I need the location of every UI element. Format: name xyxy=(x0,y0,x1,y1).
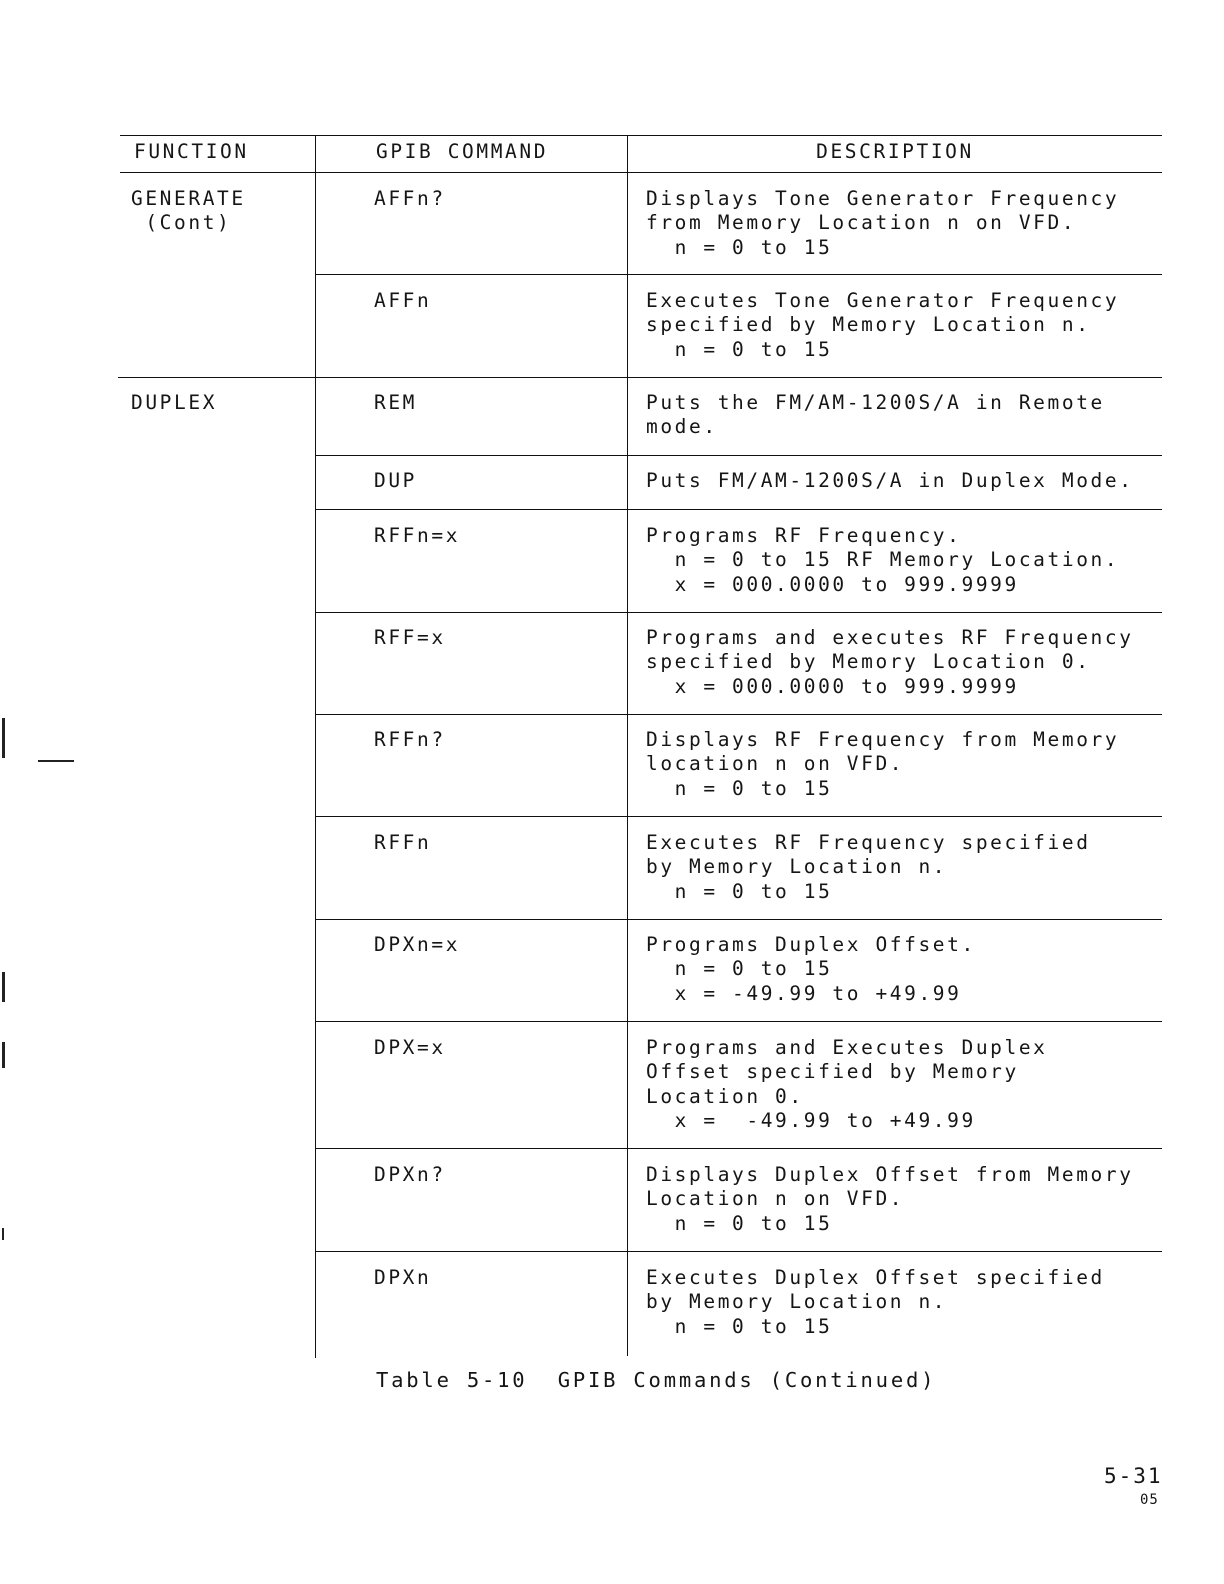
description-cell: Displays Duplex Offset from Memory Location n on VFD. n = 0 to 15 xyxy=(646,1163,1134,1235)
command-cell: DPXn xyxy=(374,1266,432,1289)
description-cell: Displays RF Frequency from Memory location n on VFD. n = 0 to 15 xyxy=(646,728,1120,800)
row-divider xyxy=(316,1251,1162,1252)
row-divider xyxy=(316,509,1162,510)
table-top-rule xyxy=(120,135,1162,136)
command-cell: AFFn xyxy=(374,289,432,312)
function-generate-cont: GENERATE (Cont) xyxy=(131,187,246,235)
description-cell: Programs and executes RF Frequency specified by Memory Location 0. x = 000.0000 to 999.9999 xyxy=(646,626,1134,698)
section-divider xyxy=(118,377,1162,378)
description-cell: Programs and Executes Duplex Offset specified by Memory Location 0. x = -49.99 to +49.99 xyxy=(646,1036,1048,1132)
description-cell: Programs RF Frequency. n = 0 to 15 RF Memory Location. x = 000.0000 to 999.9999 xyxy=(646,524,1120,596)
row-divider xyxy=(316,919,1162,920)
row-divider xyxy=(316,274,1162,275)
description-cell: Programs Duplex Offset. n = 0 to 15 x = -49.99 to +49.99 xyxy=(646,933,976,1005)
row-divider xyxy=(316,1148,1162,1149)
command-cell: DUP xyxy=(374,469,418,492)
scan-margin-marks xyxy=(0,700,90,1260)
row-divider xyxy=(316,1021,1162,1022)
command-cell: DPX=x xyxy=(374,1036,446,1059)
command-cell: AFFn? xyxy=(374,187,446,210)
command-cell: RFF=x xyxy=(374,626,446,649)
description-cell: Executes Tone Generator Frequency specified by Memory Location n. n = 0 to 15 xyxy=(646,289,1120,361)
command-cell: RFFn=x xyxy=(374,524,461,547)
row-divider xyxy=(316,816,1162,817)
description-cell: Executes RF Frequency specified by Memory Location n. n = 0 to 15 xyxy=(646,831,1091,903)
description-cell: Executes Duplex Offset specified by Memory Location n. n = 0 to 15 xyxy=(646,1266,1105,1338)
command-cell: DPXn=x xyxy=(374,933,461,956)
command-cell: RFFn? xyxy=(374,728,446,751)
description-cell: Puts FM/AM-1200S/A in Duplex Mode. xyxy=(646,469,1134,492)
command-cell: RFFn xyxy=(374,831,432,854)
row-divider xyxy=(316,612,1162,613)
header-function: FUNCTION xyxy=(134,140,249,163)
function-duplex: DUPLEX xyxy=(131,391,218,414)
row-divider xyxy=(316,455,1162,456)
table-caption: Table 5-10 GPIB Commands (Continued) xyxy=(376,1368,937,1392)
revision-code: 05 xyxy=(1140,1492,1159,1508)
page-number: 5-31 xyxy=(1104,1464,1163,1488)
row-divider xyxy=(316,714,1162,715)
description-cell: Puts the FM/AM-1200S/A in Remote mode. xyxy=(646,391,1105,439)
column-divider-function xyxy=(315,135,316,1358)
command-cell: DPXn? xyxy=(374,1163,446,1186)
description-cell: Displays Tone Generator Frequency from Memory Location n on VFD. n = 0 to 15 xyxy=(646,187,1120,259)
command-cell: REM xyxy=(374,391,418,414)
column-divider-command xyxy=(627,135,628,1356)
header-gpib-command: GPIB COMMAND xyxy=(376,140,549,163)
header-bottom-rule xyxy=(120,172,1162,173)
header-description: DESCRIPTION xyxy=(816,140,974,163)
